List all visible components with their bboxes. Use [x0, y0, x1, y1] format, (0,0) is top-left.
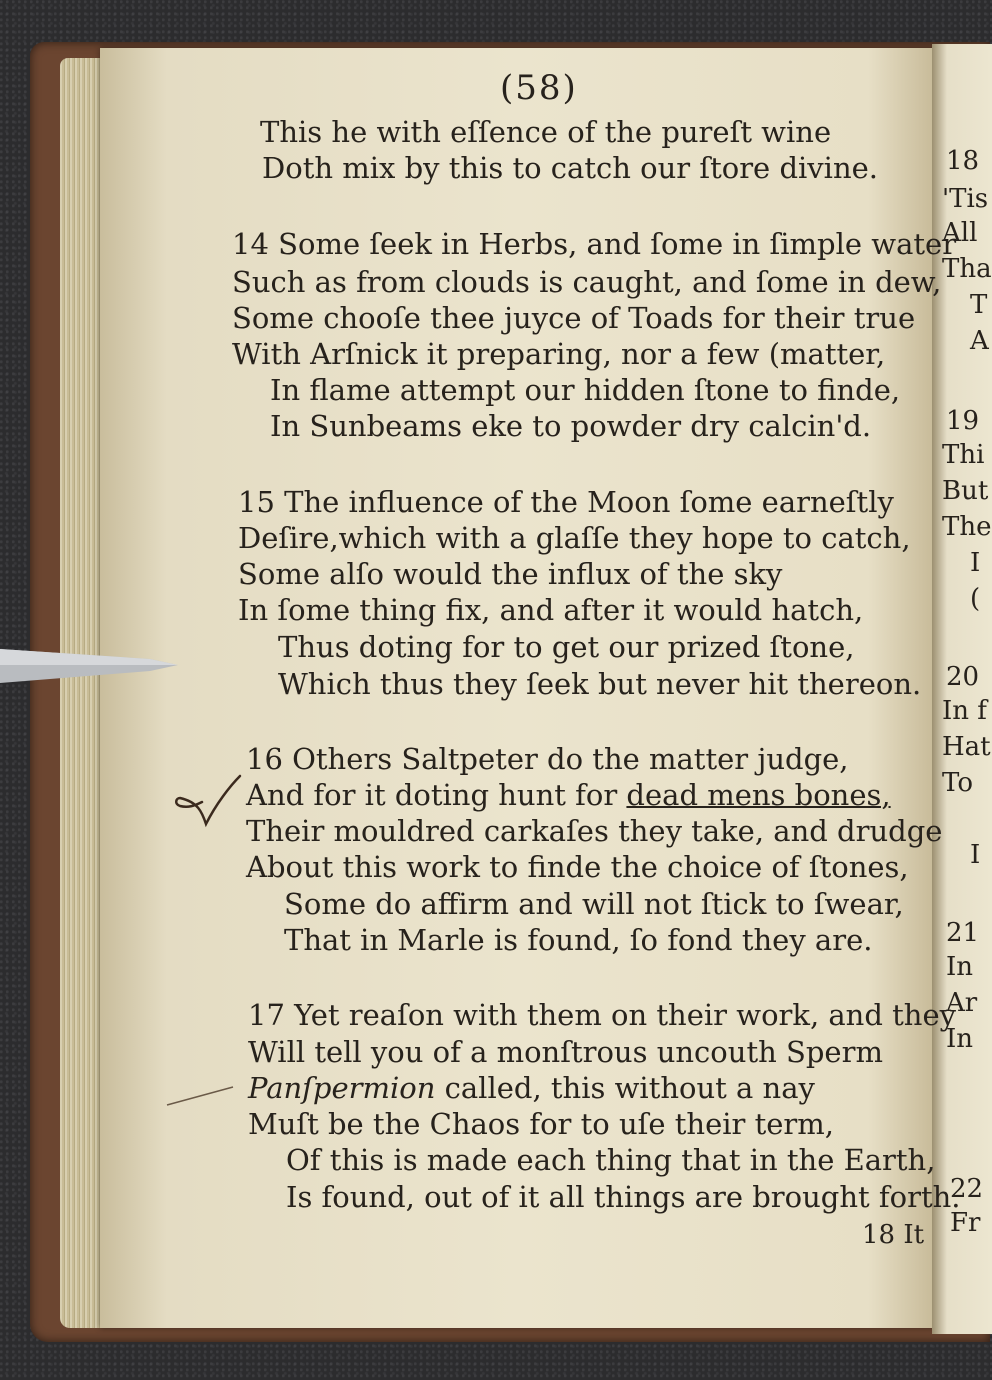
text-line: Such as from clouds is caught, and ſome in dew, [232, 265, 942, 299]
facing-text: Tha [942, 254, 992, 284]
text-line: Doth mix by this to catch our ſtore divine. [262, 151, 878, 185]
text-line: Thus doting for to get our prized ſtone, [278, 630, 855, 664]
text-line: That in Marle is found, ſo fond they are. [284, 923, 873, 957]
facing-text: A [970, 326, 989, 356]
text-fragment: And for it doting hunt for [246, 778, 627, 812]
text-line: Deſire,which with a glaſſe they hope to catch, [238, 521, 911, 555]
facing-text: I [970, 548, 981, 578]
text-line: Will tell you of a monſtrous uncouth Sperm [248, 1035, 883, 1069]
text-line: 14 Some ſeek in Herbs, and ſome in ſimple water [232, 227, 957, 261]
facing-text: ( [970, 584, 981, 614]
text-line: Their mouldred carkaſes they take, and drudge [246, 814, 943, 848]
text-line: Is found, out of it all things are brought forth. [286, 1180, 961, 1214]
facing-text: In f [942, 696, 987, 726]
text-line: 16 Others Saltpeter do the matter judge, [246, 742, 849, 776]
text-line: Some do affirm and will not ſtick to ſwear, [284, 887, 904, 921]
facing-text: Hat [942, 732, 991, 762]
facing-text: 21 [946, 918, 980, 948]
facing-text: In [946, 1024, 974, 1054]
facing-text: 20 [946, 662, 980, 692]
text-line: Muſt be the Chaos for to uſe their term, [248, 1107, 834, 1141]
text-line: 15 The influence of the Moon ſome earneſtly [238, 485, 894, 519]
page-holder-blade [0, 645, 178, 687]
facing-text: Ar [946, 988, 978, 1018]
text-line: Which thus they ſeek but never hit thereon. [278, 667, 922, 701]
text-line: In Sunbeams eke to powder dry calcin'd. [270, 409, 872, 443]
text-line [248, 1071, 815, 1105]
facing-text: 19 [946, 406, 980, 436]
underlined-phrase: dead mens bones, [626, 778, 891, 812]
text-line: Of this is made each thing that in the Earth, [286, 1143, 936, 1177]
text-line [246, 778, 891, 812]
facing-text: 22 [950, 1174, 984, 1204]
facing-text: The [942, 512, 992, 542]
margin-pen-stroke [165, 1085, 235, 1107]
catchword: 18 It [862, 1220, 925, 1250]
text-line: With Arſnick it preparing, nor a few (matter, [232, 337, 886, 371]
page-number: (58) [500, 68, 578, 108]
facing-text: All [942, 218, 978, 248]
text-line: 17 Yet reaſon with them on their work, and they [248, 998, 957, 1032]
text-line: Some alſo would the influx of the sky [238, 557, 783, 591]
italic-word: Panſpermion [248, 1071, 436, 1105]
text-line: About this work to finde the choice of ſtones, [246, 850, 909, 884]
facing-text: Thi [942, 440, 985, 470]
text-line: Some chooſe thee juyce of Toads for their true [232, 301, 916, 335]
facing-text: But [942, 476, 989, 506]
facing-text: In [946, 952, 974, 982]
facing-text: T [970, 290, 988, 320]
facing-text: Fr [950, 1208, 981, 1238]
handwritten-checkmark [172, 772, 242, 832]
text-line: This he with eſſence of the pureſt wine [260, 115, 832, 149]
text-line: In flame attempt our hidden ſtone to finde, [270, 373, 901, 407]
facing-text: I [970, 840, 981, 870]
text-fragment: called, this without a nay [435, 1071, 815, 1105]
facing-text: 18 [946, 146, 980, 176]
facing-text: To [942, 768, 973, 798]
text-line: In ſome thing fix, and after it would hatch, [238, 593, 864, 627]
facing-text: 'Tis [942, 184, 989, 214]
